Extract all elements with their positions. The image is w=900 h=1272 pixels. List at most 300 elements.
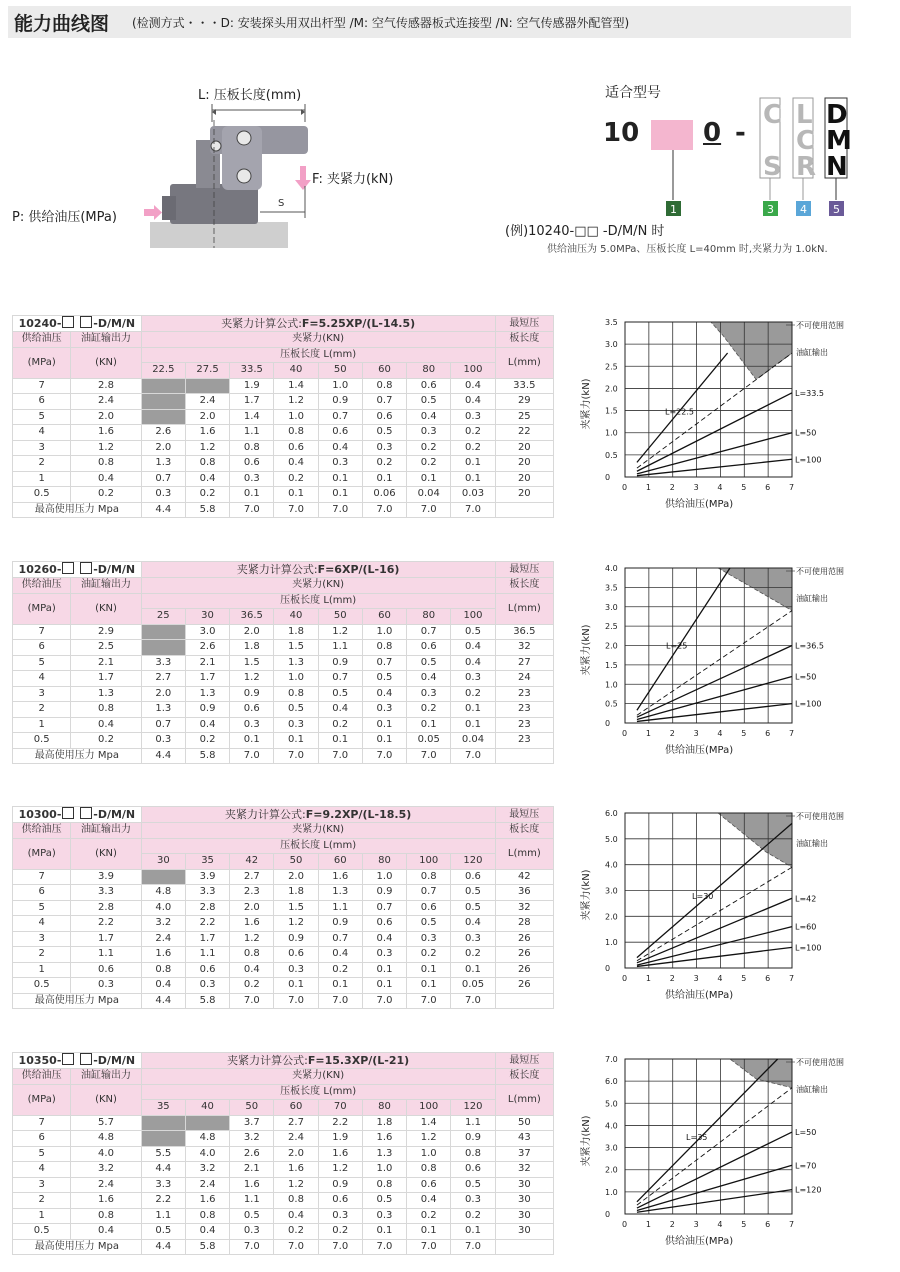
force-cell: 0.2	[185, 487, 229, 503]
force-cell: 0.8	[230, 947, 274, 963]
force-cell: 0.1	[318, 978, 362, 994]
unusable-cell	[141, 640, 185, 656]
option-box	[80, 807, 92, 819]
x-tick-label: 5	[741, 974, 747, 983]
force-cell: 0.3	[362, 702, 406, 718]
force-cell: 0.1	[230, 733, 274, 749]
max-pressure-cell: 7.0	[274, 1239, 318, 1255]
length-header: 30	[141, 854, 185, 870]
plate-length-header: 压板长度 L(mm)	[141, 1084, 495, 1100]
min-length-cell: 43	[495, 1131, 553, 1147]
force-cell: 4.0	[185, 1146, 229, 1162]
model-zero: 0	[703, 118, 722, 148]
y-tick-label: 3.0	[605, 886, 618, 896]
force-cell: 1.3	[318, 885, 362, 901]
min-length-cell: 42	[495, 869, 553, 885]
model-prefix: 10	[603, 118, 640, 148]
force-cell: 1.3	[141, 456, 185, 472]
y-tick-label: 3.0	[605, 340, 618, 350]
force-cell: 3.7	[230, 1115, 274, 1131]
min-length-unit: L(mm)	[495, 838, 553, 869]
force-cell: 0.2	[407, 1208, 451, 1224]
pressure-cell: 3	[13, 1177, 71, 1193]
clamp-force-chart-3	[575, 1047, 860, 1272]
x-tick-label: 6	[765, 1220, 771, 1229]
clamp-illustration	[144, 104, 311, 248]
force-cell: 0.9	[318, 916, 362, 932]
force-cell: 2.4	[141, 931, 185, 947]
y-tick-label: 3.5	[605, 583, 618, 593]
pressure-cell: 6	[13, 885, 71, 901]
force-cell: 0.4	[451, 394, 495, 410]
x-tick-label: 2	[669, 1220, 675, 1229]
cylinder-output-line	[637, 867, 792, 961]
force-cell: 1.6	[230, 1177, 274, 1193]
force-cell: 0.8	[362, 1177, 406, 1193]
force-cell: 1.6	[141, 947, 185, 963]
min-length-cell: 37	[495, 1146, 553, 1162]
pressure-cell: 7	[13, 624, 71, 640]
min-length-cell: 26	[495, 962, 553, 978]
unusable-cell	[141, 394, 185, 410]
min-length-cell: 30	[495, 1193, 553, 1209]
force-cell: 1.8	[274, 885, 318, 901]
force-cell: 0.1	[318, 471, 362, 487]
table-row	[13, 962, 554, 978]
unusable-label: 不可使用范围	[796, 321, 844, 330]
force-cell: 0.2	[451, 947, 495, 963]
option-box	[80, 562, 92, 574]
force-cell: 1.3	[362, 1146, 406, 1162]
table-row	[13, 823, 554, 839]
force-cell: 2.0	[230, 624, 274, 640]
pressure-cell: 2	[13, 702, 71, 718]
example-text: (例)10240-□□ -D/M/N 时	[505, 224, 665, 239]
x-tick-label: 0	[622, 729, 628, 738]
pressure-header: 供给油压	[13, 332, 71, 348]
force-cell: 1.8	[230, 640, 274, 656]
letter-c3-2: S	[763, 152, 782, 182]
pressure-cell: 6	[13, 1131, 71, 1147]
force-cell: 1.0	[318, 378, 362, 394]
force-cell: 0.2	[407, 702, 451, 718]
table-model-cell	[13, 1053, 142, 1069]
empty-cell	[495, 502, 553, 518]
letter-c5-1: D	[826, 100, 848, 130]
y-tick-label: 4.0	[605, 564, 618, 573]
table-model-cell	[13, 807, 142, 823]
force-cell: 0.4	[185, 471, 229, 487]
option-box	[62, 562, 74, 574]
force-cell: 1.1	[451, 1115, 495, 1131]
max-pressure-cell: 7.0	[407, 1239, 451, 1255]
series-label: L=35	[686, 1132, 708, 1142]
force-cell: 0.5	[407, 394, 451, 410]
max-pressure-cell: 7.0	[230, 748, 274, 764]
force-cell: 1.1	[230, 425, 274, 441]
page-subtitle: (检测方式・・・D: 安装探头用双出杆型 /M: 空气传感器板式连接型 /N: 空气传感器外配管型)	[132, 16, 630, 30]
max-pressure-cell: 5.8	[185, 1239, 229, 1255]
x-tick-label: 6	[765, 483, 771, 492]
force-cell: 2.0	[274, 869, 318, 885]
x-tick-label: 1	[645, 974, 651, 983]
page-header	[8, 6, 851, 38]
force-cell: 0.8	[362, 378, 406, 394]
formula-prefix: 夹紧力计算公式:	[225, 807, 306, 821]
force-cell: 0.6	[274, 440, 318, 456]
x-axis-label: 供给油压(MPa)	[665, 499, 734, 510]
min-length-cell: 20	[495, 487, 553, 503]
force-cell: 0.2	[407, 456, 451, 472]
force-cell: 0.8	[362, 640, 406, 656]
force-cell: 0.6	[407, 378, 451, 394]
unusable-region	[718, 568, 792, 611]
force-cell: 0.7	[362, 900, 406, 916]
unusable-region	[711, 322, 792, 380]
force-cell: 0.04	[407, 487, 451, 503]
force-cell: 0.7	[362, 655, 406, 671]
force-cell: 0.2	[318, 962, 362, 978]
output-cell: 2.4	[71, 394, 141, 410]
force-cell: 0.2	[185, 733, 229, 749]
output-header: 油缸输出力	[71, 332, 141, 348]
force-cell: 0.4	[185, 1224, 229, 1240]
output-cell: 2.9	[71, 624, 141, 640]
series-label: L=50	[795, 1128, 817, 1138]
max-pressure-cell: 7.0	[451, 1239, 495, 1255]
min-length-cell: 25	[495, 409, 553, 425]
force-cell: 0.9	[230, 686, 274, 702]
force-cell: 0.3	[451, 409, 495, 425]
min-length-cell: 32	[495, 900, 553, 916]
y-tick-label: 0.5	[605, 699, 618, 709]
force-cell: 1.6	[318, 869, 362, 885]
force-cell: 0.1	[451, 962, 495, 978]
clamp-force-header: 夹紧力(KN)	[141, 823, 495, 839]
force-cell: 1.6	[230, 916, 274, 932]
max-pressure-cell: 7.0	[407, 502, 451, 518]
x-tick-label: 0	[622, 483, 628, 492]
output-cell: 4.0	[71, 1146, 141, 1162]
force-cell: 0.4	[407, 671, 451, 687]
pressure-cell: 4	[13, 916, 71, 932]
min-length-unit: L(mm)	[495, 1084, 553, 1115]
force-cell: 1.0	[407, 1146, 451, 1162]
formula-prefix: 夹紧力计算公式:	[221, 316, 302, 330]
force-cell: 0.2	[407, 440, 451, 456]
force-cell: 1.2	[318, 1162, 362, 1178]
force-cell: 0.4	[185, 717, 229, 733]
pressure-cell: 0.5	[13, 1224, 71, 1240]
min-length-cell: 36.5	[495, 624, 553, 640]
x-tick-label: 3	[693, 974, 699, 983]
max-pressure-cell: 7.0	[318, 748, 362, 764]
min-length-cell: 20	[495, 471, 553, 487]
series-line	[637, 898, 792, 963]
table-model-cell	[13, 562, 142, 578]
output-cell: 0.4	[71, 1224, 141, 1240]
force-cell: 0.6	[407, 900, 451, 916]
formula-cell	[141, 807, 495, 823]
max-pressure-cell: 7.0	[230, 993, 274, 1009]
y-tick-label: 0	[605, 1210, 611, 1219]
max-pressure-cell: 7.0	[451, 502, 495, 518]
force-cell: 0.4	[141, 978, 185, 994]
force-cell: 1.0	[274, 409, 318, 425]
min-length-cell: 27	[495, 655, 553, 671]
force-cell: 0.9	[318, 1177, 362, 1193]
unusable-cell	[141, 409, 185, 425]
y-tick-label: 2.0	[605, 641, 618, 651]
force-cell: 0.3	[185, 978, 229, 994]
force-cell: 0.05	[407, 733, 451, 749]
output-cell: 2.0	[71, 409, 141, 425]
length-header: 100	[451, 609, 495, 625]
max-pressure-cell: 4.4	[141, 993, 185, 1009]
x-tick-label: 3	[693, 729, 699, 738]
table-row	[13, 316, 554, 332]
model-code-frames	[673, 98, 847, 200]
force-cell: 0.9	[185, 702, 229, 718]
pressure-cell: 0.5	[13, 733, 71, 749]
force-cell: 0.3	[318, 1208, 362, 1224]
force-cell: 0.9	[318, 394, 362, 410]
unusable-label: 不可使用范围	[796, 567, 844, 576]
force-cell: 0.6	[185, 962, 229, 978]
force-cell: 0.5	[141, 1224, 185, 1240]
table-row	[13, 838, 554, 854]
table-row	[13, 1162, 554, 1178]
letter-c5-2: M	[826, 126, 852, 156]
max-pressure-cell: 7.0	[407, 993, 451, 1009]
force-cell: 2.7	[141, 671, 185, 687]
series-label: L=25	[666, 641, 688, 651]
col-num-1: 1	[670, 203, 677, 216]
min-length-cell: 23	[495, 717, 553, 733]
force-cell: 2.4	[274, 1131, 318, 1147]
y-tick-label: 2.5	[605, 622, 618, 632]
length-header: 60	[318, 854, 362, 870]
force-cell: 0.1	[362, 717, 406, 733]
model-code-chart	[660, 96, 855, 222]
output-cell: 2.4	[71, 1177, 141, 1193]
table-row	[13, 686, 554, 702]
table-row	[13, 425, 554, 441]
force-cell: 0.4	[318, 440, 362, 456]
formula: F=9.2XP/(L-18.5)	[305, 807, 412, 821]
table-row	[13, 993, 554, 1009]
series-label: L=42	[795, 894, 817, 904]
force-cell: 1.9	[318, 1131, 362, 1147]
min-length-cell: 26	[495, 931, 553, 947]
force-cell: 0.1	[451, 717, 495, 733]
clamp-diagram	[140, 100, 320, 250]
model-code: 10240-	[18, 317, 62, 330]
force-cell: 3.2	[185, 1162, 229, 1178]
col-num-4: 4	[800, 203, 807, 216]
pressure-cell: 4	[13, 671, 71, 687]
pressure-cell: 1	[13, 1208, 71, 1224]
option-box	[62, 1053, 74, 1065]
cylinder-output-label: 油缸输出	[796, 839, 828, 848]
min-length-cell: 22	[495, 425, 553, 441]
force-cell: 1.8	[362, 1115, 406, 1131]
empty-cell	[495, 1239, 553, 1255]
series-label: L=36.5	[795, 641, 824, 651]
table-row	[13, 593, 554, 609]
max-pressure-cell: 7.0	[274, 748, 318, 764]
table-row	[13, 1131, 554, 1147]
force-cell: 1.0	[362, 1162, 406, 1178]
force-cell: 0.9	[362, 885, 406, 901]
series-label: L=30	[692, 892, 714, 902]
min-length-cell: 20	[495, 440, 553, 456]
y-axis-label: 夹紧力(kN)	[581, 378, 592, 430]
force-cell: 0.8	[274, 686, 318, 702]
force-cell: 0.3	[230, 1224, 274, 1240]
output-cell: 1.6	[71, 425, 141, 441]
force-cell: 0.5	[274, 702, 318, 718]
force-cell: 0.6	[230, 456, 274, 472]
force-cell: 0.5	[407, 916, 451, 932]
x-tick-label: 4	[717, 483, 723, 492]
force-cell: 2.8	[185, 900, 229, 916]
formula-prefix: 夹紧力计算公式:	[236, 562, 318, 576]
s-label: S	[278, 198, 285, 209]
y-tick-label: 2.0	[605, 1165, 618, 1175]
length-header: 120	[451, 854, 495, 870]
series-label: L=22.5	[665, 407, 694, 417]
force-cell: 0.1	[274, 733, 318, 749]
plate-length-header: 压板长度 L(mm)	[141, 593, 495, 609]
y-tick-label: 2.0	[605, 384, 618, 394]
output-cell: 5.7	[71, 1115, 141, 1131]
series-label: L=120	[795, 1185, 822, 1195]
force-cell: 1.7	[185, 671, 229, 687]
min-length-cell: 28	[495, 916, 553, 932]
pressure-cell: 0.5	[13, 978, 71, 994]
force-cell: 0.5	[362, 1193, 406, 1209]
formula: F=6XP/(L-16)	[317, 562, 400, 576]
min-length-header: 板长度	[495, 332, 553, 348]
force-cell: 0.8	[451, 1146, 495, 1162]
col-num-5: 5	[833, 203, 840, 216]
force-cell: 0.1	[407, 962, 451, 978]
force-cell: 0.1	[407, 1224, 451, 1240]
x-tick-label: 0	[622, 974, 628, 983]
length-header: 100	[451, 363, 495, 379]
force-cell: 0.2	[230, 978, 274, 994]
force-cell: 0.5	[230, 1208, 274, 1224]
force-cell: 0.8	[407, 869, 451, 885]
output-cell: 0.8	[71, 1208, 141, 1224]
force-cell: 3.2	[230, 1131, 274, 1147]
pressure-cell: 7	[13, 1115, 71, 1131]
series-line	[637, 1190, 792, 1213]
output-header: 油缸输出力	[71, 823, 141, 839]
table-row	[13, 869, 554, 885]
unusable-cell	[185, 1115, 229, 1131]
pressure-cell: 2	[13, 1193, 71, 1209]
plate-length-label: L: 压板长度(mm)	[198, 88, 302, 103]
model-suffix: -D/M/N	[93, 808, 136, 821]
output-cell: 1.1	[71, 947, 141, 963]
cylinder-output-label: 油缸输出	[796, 1085, 828, 1094]
force-cell: 0.1	[274, 487, 318, 503]
length-header: 70	[318, 1100, 362, 1116]
clamp-force-header: 夹紧力(KN)	[141, 578, 495, 594]
force-cell: 2.6	[141, 425, 185, 441]
x-tick-label: 1	[645, 483, 651, 492]
force-cell: 0.6	[318, 1193, 362, 1209]
force-cell: 0.6	[451, 1162, 495, 1178]
output-cell: 0.8	[71, 702, 141, 718]
x-axis-label: 供给油压(MPa)	[665, 1236, 734, 1247]
force-cell: 0.05	[451, 978, 495, 994]
force-cell: 0.2	[318, 1224, 362, 1240]
spec-table-1	[12, 561, 554, 764]
table-row	[13, 332, 554, 348]
length-header: 80	[407, 363, 451, 379]
force-cell: 4.0	[141, 900, 185, 916]
table-row	[13, 640, 554, 656]
x-tick-label: 2	[669, 483, 675, 492]
force-cell: 0.5	[362, 425, 406, 441]
force-cell: 1.2	[185, 440, 229, 456]
force-cell: 0.4	[362, 931, 406, 947]
max-pressure-label: 最高使用压力 Mpa	[13, 993, 142, 1009]
y-tick-label: 1.0	[605, 428, 618, 438]
output-cell: 2.8	[71, 900, 141, 916]
series-line	[637, 947, 792, 966]
y-tick-label: 0	[605, 964, 611, 973]
y-tick-label: 5.0	[605, 834, 618, 844]
min-length-cell: 24	[495, 671, 553, 687]
force-cell: 0.3	[141, 733, 185, 749]
pressure-cell: 3	[13, 931, 71, 947]
cylinder-output-label: 油缸输出	[796, 594, 828, 603]
min-length-cell: 29	[495, 394, 553, 410]
length-header: 40	[185, 1100, 229, 1116]
model-title: 适合型号	[605, 85, 661, 101]
clamp-force-header: 夹紧力(KN)	[141, 332, 495, 348]
x-tick-label: 6	[765, 729, 771, 738]
force-cell: 0.04	[451, 733, 495, 749]
force-cell: 0.2	[451, 686, 495, 702]
force-cell: 2.3	[230, 885, 274, 901]
force-cell: 1.7	[185, 931, 229, 947]
force-cell: 2.0	[274, 1146, 318, 1162]
clamp-force-chart-2	[575, 801, 860, 1026]
table-row	[13, 578, 554, 594]
max-pressure-cell: 7.0	[318, 993, 362, 1009]
x-tick-label: 3	[693, 1220, 699, 1229]
length-header: 120	[451, 1100, 495, 1116]
force-cell: 0.1	[362, 733, 406, 749]
force-cell: 0.5	[451, 1177, 495, 1193]
max-pressure-cell: 7.0	[362, 502, 406, 518]
unusable-cell	[141, 624, 185, 640]
unusable-label: 不可使用范围	[796, 812, 844, 821]
supply-pressure-label: P: 供给油压(MPa)	[12, 210, 117, 225]
min-length-header: 最短压	[495, 562, 553, 578]
x-tick-label: 5	[741, 483, 747, 492]
length-header: 35	[141, 1100, 185, 1116]
table-row	[13, 1193, 554, 1209]
force-cell: 0.06	[362, 487, 406, 503]
output-cell: 1.2	[71, 440, 141, 456]
force-cell: 0.1	[451, 456, 495, 472]
